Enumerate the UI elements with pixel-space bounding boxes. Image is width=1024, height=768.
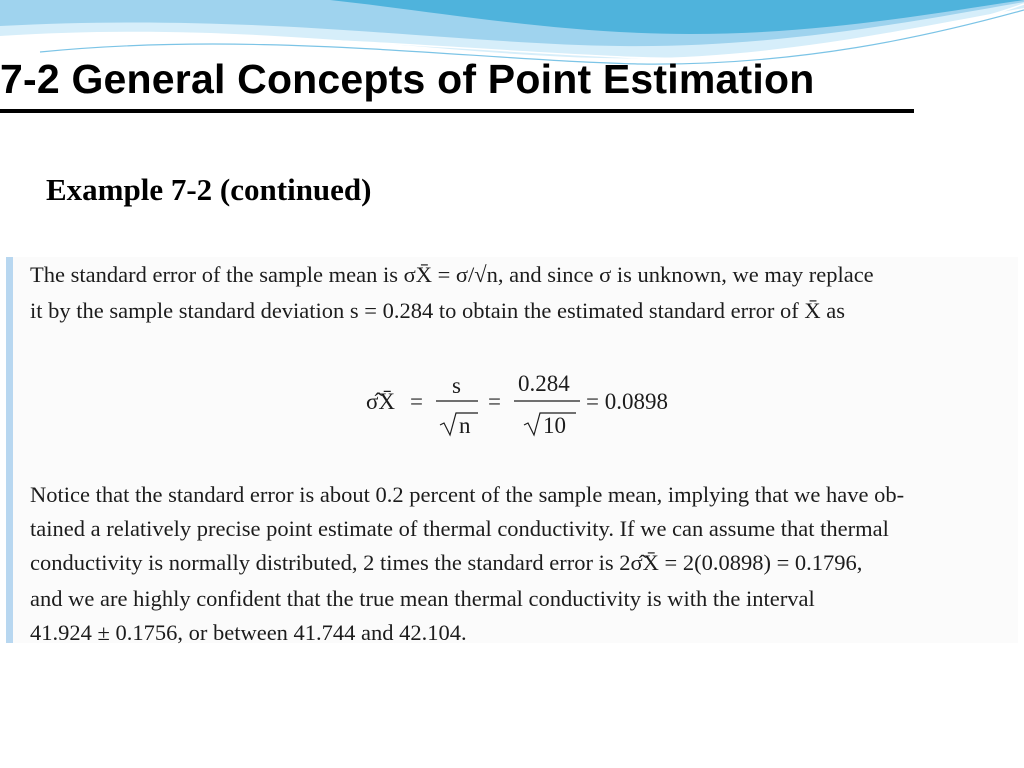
example-subtitle: Example 7-2 (continued) [46,172,372,207]
paragraph-line: 41.924 ± 0.1756, or between 41.744 and 42.104. [30,620,467,645]
standard-error-equation [358,367,698,441]
paragraph-line: Notice that the standard error is about 0.2 percent of the sample mean, implying that we have ob- [30,482,905,507]
fraction-1-denominator: n [459,413,471,438]
title-underline [0,109,914,113]
equation-lhs: σ̂X̄ [366,389,396,414]
textbook-excerpt [6,257,1018,643]
equation-result: = 0.0898 [586,389,668,414]
fraction-2-denominator: 10 [543,413,566,438]
paragraph-line: and we are highly confident that the true mean thermal conductivity is with the interval [30,586,815,611]
body-line-sample-std-dev: it by the sample standard deviation s = 0.284 to obtain the estimated standard error of X̄ as [30,298,845,323]
fraction-1-numerator: s [452,373,461,398]
paragraph-line: conductivity is normally distributed, 2 times the standard error is 2σ̂X̄ = 2(0.0898) = 0.1796, [30,550,863,575]
equals-sign-2: = [488,389,501,414]
body-line-standard-error: The standard error of the sample mean is σX̄ = σ/√n, and since σ is unknown, we may replace [30,262,874,287]
excerpt-left-bar [6,257,13,643]
equals-sign: = [410,389,423,414]
fraction-2-numerator: 0.284 [518,371,570,396]
slide-title: 7-2 General Concepts of Point Estimation [0,56,815,102]
paragraph-line: tained a relatively precise point estimate of thermal conductivity. If we can assume that thermal [30,516,889,541]
